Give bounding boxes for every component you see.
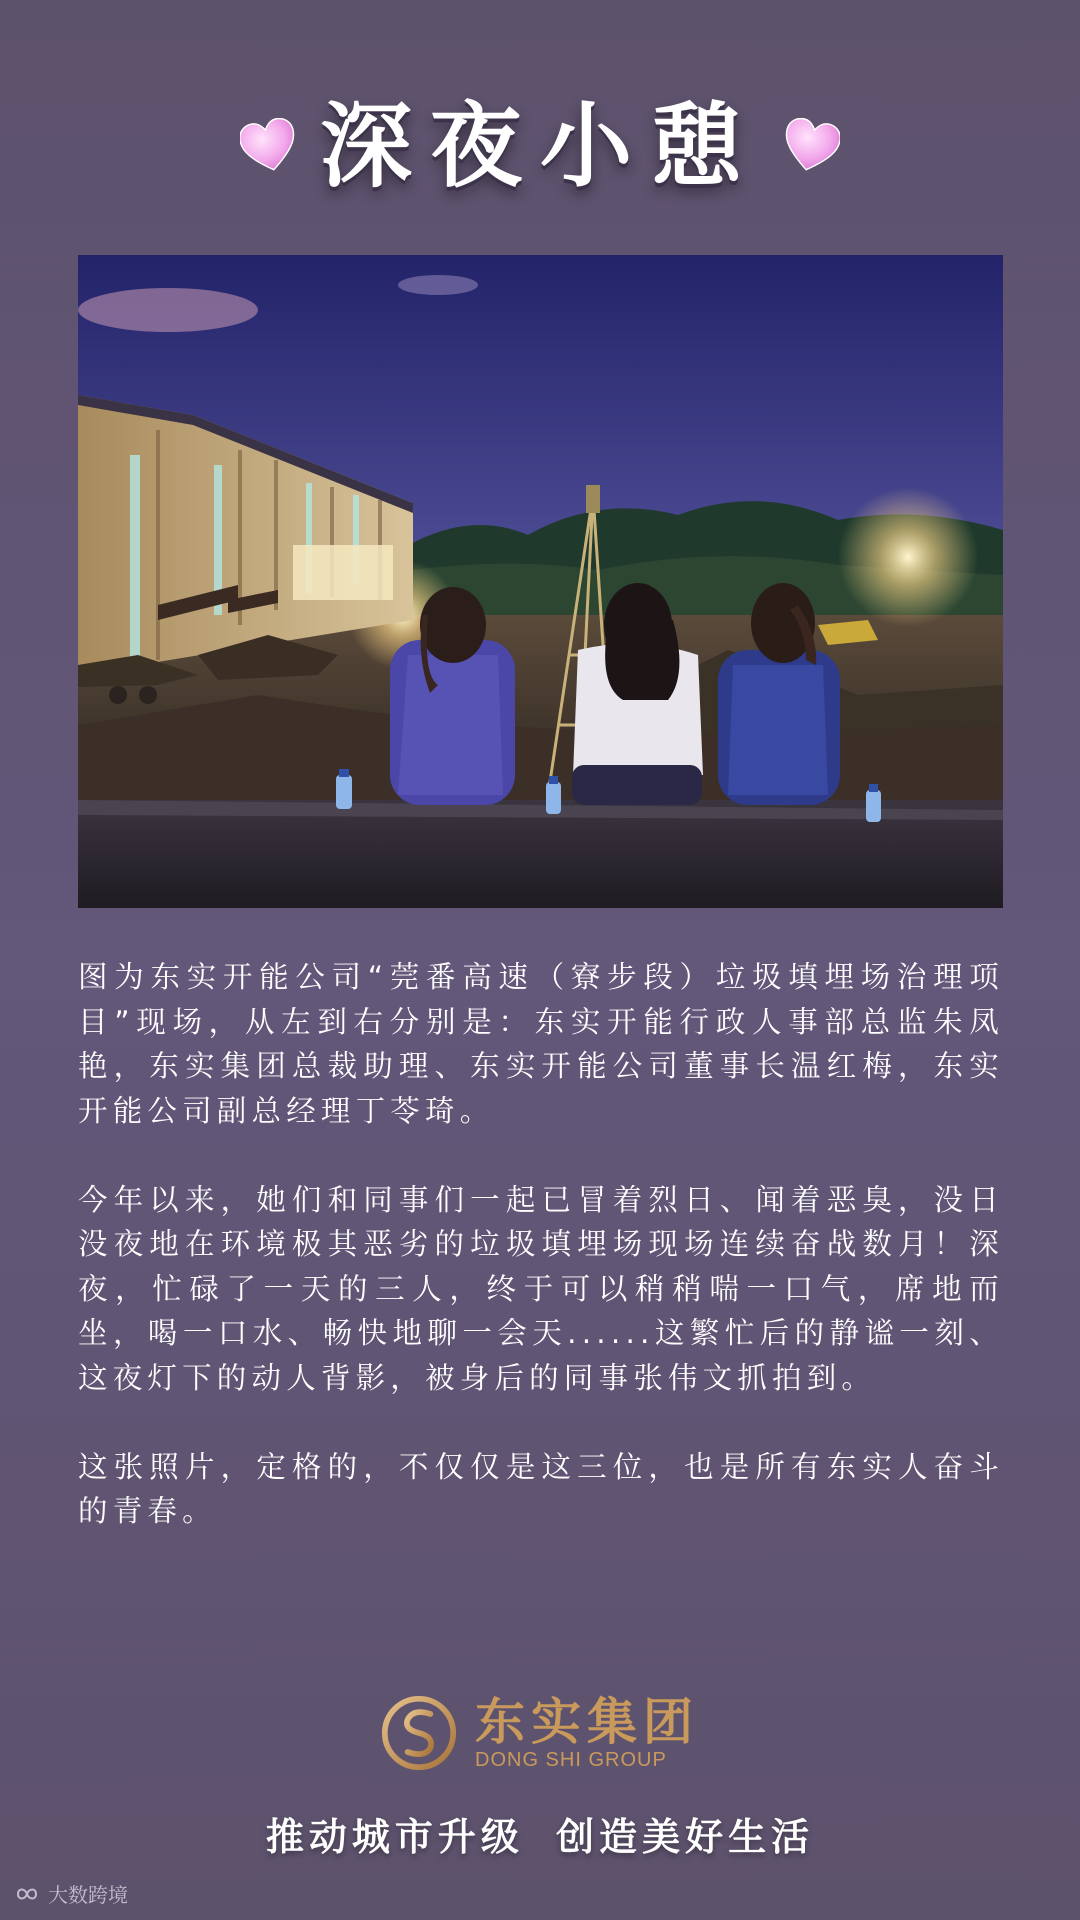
- night-construction-site-photo: [78, 255, 1003, 908]
- company-name-cn: 东实集团: [475, 1693, 699, 1751]
- page-title: 深夜小憩: [319, 93, 760, 200]
- article-body: [78, 955, 1004, 1578]
- heart-icon: [240, 118, 298, 176]
- company-logo: [0, 1695, 1080, 1771]
- paragraph: 图为东实开能公司“莞番高速（寮步段）垃圾填埋场治理项目”现场，从左到右分别是：东实开能行政人事部总监朱凤艳，东实集团总裁助理、东实开能公司董事长温红梅，东实开能公司副总经理丁苓琦。: [78, 960, 1004, 1128]
- company-name-en: DONG SHI GROUP: [475, 1749, 667, 1771]
- infinity-logo-icon: [12, 1884, 42, 1904]
- dongshi-s-logo-icon: [381, 1695, 457, 1771]
- paragraph: 这张照片，定格的，不仅仅是这三位，也是所有东实人奋斗的青春。: [78, 1449, 1004, 1528]
- watermark: [12, 1879, 128, 1908]
- logo-text: [475, 1695, 699, 1771]
- title-row: [0, 92, 1080, 202]
- paragraph: 今年以来，她们和同事们一起已冒着烈日、闻着恶臭，没日没夜地在环境极其恶劣的垃圾填埋场现场连续奋战数月！深夜，忙碌了一天的三人，终于可以稍稍喘一口气，席地而坐，喝一口水、畅快地聊一会天......这繁忙后的静谧一刻、这夜灯下的动人背影，被身后的同事张伟文抓拍到。: [78, 1182, 1004, 1395]
- slogan: 推动城市升级 创造美好生活: [265, 1815, 815, 1859]
- watermark-text: 大数跨境: [48, 1883, 128, 1907]
- heart-icon: [782, 118, 840, 176]
